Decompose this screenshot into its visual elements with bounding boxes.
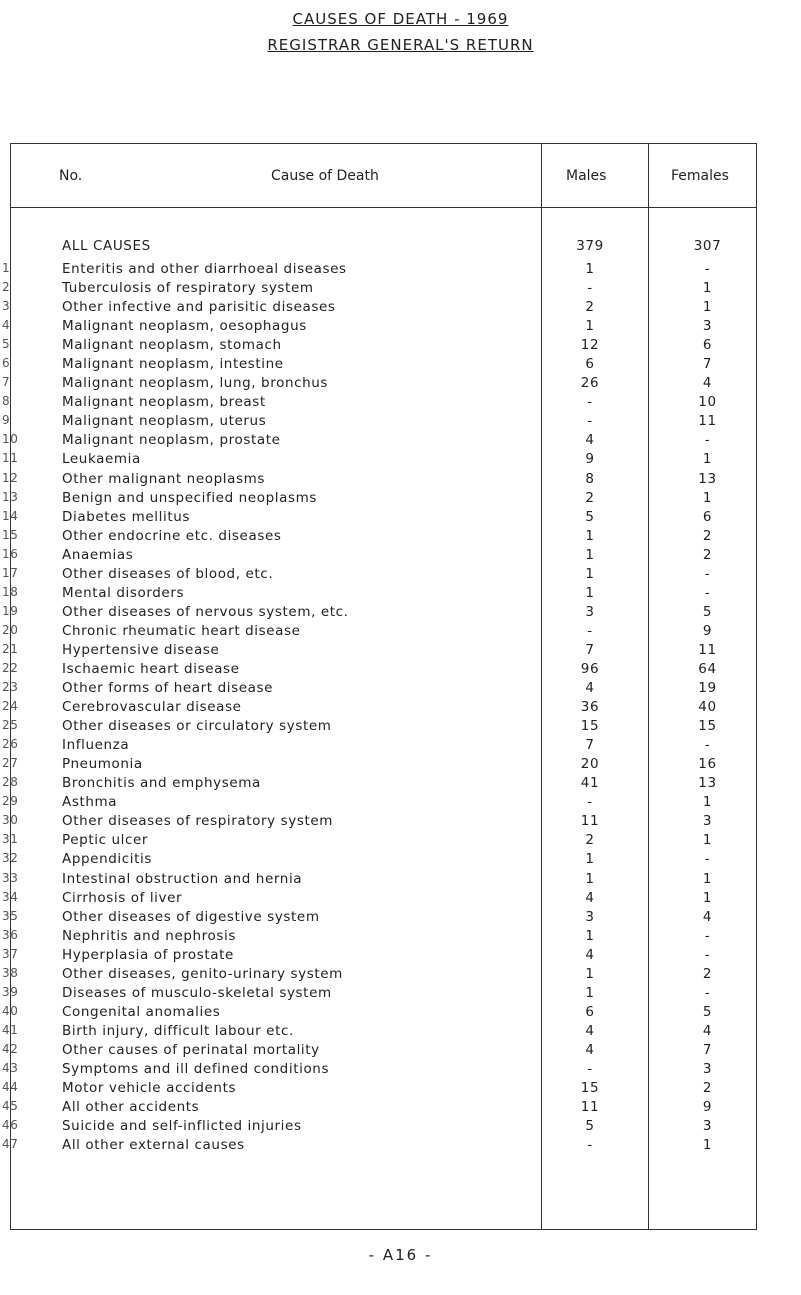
row-number: 41 <box>2 1022 19 1037</box>
row-females: 1 <box>702 280 713 297</box>
row-number: 42 <box>2 1041 19 1056</box>
row-cause: Other endocrine etc. diseases <box>62 527 282 544</box>
row-number: 40 <box>2 1003 19 1018</box>
page-title: CAUSES OF DEATH - 1969 <box>292 10 509 28</box>
row-number: 24 <box>2 699 19 714</box>
row-number: 36 <box>2 927 19 942</box>
table-row <box>0 851 801 870</box>
row-cause: Bronchitis and emphysema <box>62 775 261 792</box>
row-number: 22 <box>2 660 19 675</box>
table-row <box>0 1042 801 1061</box>
row-number: 20 <box>2 622 19 637</box>
row-females: 2 <box>702 546 713 563</box>
table-row <box>0 661 801 680</box>
row-females: 1 <box>702 832 713 849</box>
row-females: 4 <box>702 1022 713 1039</box>
row-females: 1 <box>702 794 713 811</box>
row-cause: Birth injury, difficult labour etc. <box>62 1022 294 1039</box>
row-females: 16 <box>698 756 717 773</box>
row-cause: Other diseases of nervous system, etc. <box>62 603 349 620</box>
row-females: 9 <box>702 622 713 639</box>
row-males: 5 <box>585 1118 595 1135</box>
header-cause: Cause of Death <box>271 168 379 184</box>
row-females: 3 <box>702 1060 713 1077</box>
table-row <box>0 928 801 947</box>
row-males: 4 <box>585 1022 595 1039</box>
row-females: 1 <box>702 299 713 316</box>
header-males: Males <box>566 168 607 184</box>
row-cause: Appendicitis <box>62 851 153 868</box>
row-females: 4 <box>702 908 713 925</box>
row-number: 8 <box>2 394 11 409</box>
row-number: 13 <box>2 489 19 504</box>
row-females: - <box>704 261 711 277</box>
row-cause: Nephritis and nephrosis <box>62 927 237 944</box>
row-cause: Leukaemia <box>62 451 141 468</box>
row-males: - <box>587 794 593 811</box>
row-number: 11 <box>2 451 19 466</box>
row-males: 2 <box>585 489 595 506</box>
row-females: 4 <box>702 375 713 392</box>
row-number: 31 <box>2 832 19 847</box>
row-number: 35 <box>2 908 19 923</box>
table-row <box>0 413 801 432</box>
table-row <box>0 394 801 413</box>
row-cause: Other malignant neoplasms <box>62 470 266 487</box>
row-males: 2 <box>585 832 595 849</box>
row-cause: Hyperplasia of prostate <box>62 946 234 963</box>
row-females: - <box>704 851 711 868</box>
row-cause: Diseases of musculo-skeletal system <box>62 984 332 1001</box>
row-number: 18 <box>2 584 19 599</box>
row-males: - <box>587 394 593 411</box>
row-number: 33 <box>2 870 19 885</box>
row-males: 20 <box>580 756 600 773</box>
row-cause: Cerebrovascular disease <box>62 699 242 716</box>
row-number: 37 <box>2 946 19 961</box>
table-row <box>0 813 801 832</box>
table-row <box>0 318 801 337</box>
table-row <box>0 604 801 623</box>
table-row <box>0 1061 801 1080</box>
row-females: 5 <box>702 1003 713 1020</box>
row-females: 7 <box>702 1041 713 1058</box>
table-row <box>0 718 801 737</box>
row-cause: All other external causes <box>62 1137 245 1154</box>
table-row <box>0 375 801 394</box>
row-males: 1 <box>585 870 595 887</box>
row-number: 26 <box>2 737 19 752</box>
row-number: 6 <box>2 356 11 371</box>
row-females: 3 <box>702 1118 713 1135</box>
row-females: 3 <box>702 813 713 830</box>
table-row <box>0 432 801 451</box>
row-males: - <box>587 622 593 639</box>
table-row <box>0 1023 801 1042</box>
row-females: - <box>704 432 711 449</box>
row-cause: Malignant neoplasm, lung, bronchus <box>62 375 329 392</box>
table-row <box>0 775 801 794</box>
row-number: 21 <box>2 641 19 656</box>
table-row <box>0 337 801 356</box>
row-number: 15 <box>2 527 19 542</box>
row-males: 4 <box>585 889 595 906</box>
row-females: 40 <box>698 699 717 716</box>
table-row <box>0 985 801 1004</box>
row-males: 4 <box>585 1041 595 1058</box>
table-row <box>0 699 801 718</box>
row-number: 12 <box>2 470 19 485</box>
row-males: 1 <box>585 261 595 277</box>
row-cause: Influenza <box>62 737 130 754</box>
row-cause: Other diseases of digestive system <box>62 908 320 925</box>
row-cause: Other infective and parisitic diseases <box>62 299 336 316</box>
row-females: 1 <box>702 1137 713 1154</box>
table-body <box>0 261 801 1156</box>
row-cause: Suicide and self-inflicted injuries <box>62 1118 302 1135</box>
row-cause: Other diseases of respiratory system <box>62 813 334 830</box>
table-row <box>0 509 801 528</box>
row-males: 1 <box>585 584 595 601</box>
row-females: - <box>704 946 711 963</box>
row-cause: Tuberculosis of respiratory system <box>62 280 314 297</box>
row-females: 6 <box>702 508 713 525</box>
row-females: 19 <box>698 680 717 697</box>
table-row <box>0 471 801 490</box>
row-females: 11 <box>698 641 717 658</box>
row-cause: Pneumonia <box>62 756 143 773</box>
row-cause: Malignant neoplasm, intestine <box>62 356 284 373</box>
row-females: 3 <box>702 318 713 335</box>
row-males: 5 <box>585 508 595 525</box>
row-cause: Malignant neoplasm, oesophagus <box>62 318 307 335</box>
row-females: - <box>704 927 711 944</box>
row-cause: Motor vehicle accidents <box>62 1080 237 1097</box>
row-females: 1 <box>702 451 713 468</box>
table-row <box>0 280 801 299</box>
row-cause: Malignant neoplasm, prostate <box>62 432 281 449</box>
row-cause: Malignant neoplasm, stomach <box>62 337 282 354</box>
row-females: 6 <box>702 337 713 354</box>
row-number: 16 <box>2 546 19 561</box>
table-row <box>0 890 801 909</box>
row-females: 64 <box>698 660 717 677</box>
row-cause: Other forms of heart disease <box>62 680 274 697</box>
row-males: 6 <box>585 356 595 373</box>
row-number: 3 <box>2 299 11 314</box>
table-row <box>0 1118 801 1137</box>
row-females: 11 <box>698 413 717 430</box>
row-males: 3 <box>585 603 595 620</box>
row-number: 45 <box>2 1099 19 1114</box>
row-males: 1 <box>585 965 595 982</box>
row-females: 10 <box>698 394 717 411</box>
table-row <box>0 1099 801 1118</box>
table-row <box>0 566 801 585</box>
table-row <box>0 623 801 642</box>
table-row <box>0 528 801 547</box>
row-number: 44 <box>2 1080 19 1095</box>
table-row <box>0 1080 801 1099</box>
row-cause: Ischaemic heart disease <box>62 660 240 677</box>
row-females: 2 <box>702 965 713 982</box>
row-number: 4 <box>2 318 11 333</box>
table-row <box>0 490 801 509</box>
row-females: 15 <box>698 718 717 735</box>
row-number: 25 <box>2 718 19 733</box>
row-males: 36 <box>580 699 600 716</box>
row-cause: Cirrhosis of liver <box>62 889 183 906</box>
row-number: 30 <box>2 813 19 828</box>
row-females: 2 <box>702 527 713 544</box>
row-number: 47 <box>2 1137 19 1152</box>
row-number: 7 <box>2 375 11 390</box>
table-row <box>0 871 801 890</box>
row-females: 1 <box>702 489 713 506</box>
table-row <box>0 1004 801 1023</box>
page-number: - A16 - <box>368 1246 433 1264</box>
row-males: 96 <box>580 660 600 677</box>
row-females: - <box>704 737 711 754</box>
row-cause: Intestinal obstruction and hernia <box>62 870 303 887</box>
row-cause: Other causes of perinatal mortality <box>62 1041 320 1058</box>
row-males: 4 <box>585 680 595 697</box>
row-females: 13 <box>698 470 717 487</box>
row-females: 1 <box>702 870 713 887</box>
row-males: 1 <box>585 927 595 944</box>
row-males: 41 <box>580 775 600 792</box>
row-number: 28 <box>2 775 19 790</box>
row-number: 14 <box>2 508 19 523</box>
row-number: 27 <box>2 756 19 771</box>
row-cause: Hypertensive disease <box>62 641 220 658</box>
row-males: - <box>587 280 593 297</box>
table-row <box>0 794 801 813</box>
row-cause: Diabetes mellitus <box>62 508 191 525</box>
row-number: 2 <box>2 280 11 295</box>
row-males: 1 <box>585 527 595 544</box>
row-number: 34 <box>2 889 19 904</box>
row-cause: Congenital anomalies <box>62 1003 221 1020</box>
row-males: 4 <box>585 946 595 963</box>
row-males: - <box>587 413 593 430</box>
row-cause: All other accidents <box>62 1099 200 1116</box>
row-cause: Mental disorders <box>62 584 185 601</box>
row-cause: Malignant neoplasm, breast <box>62 394 266 411</box>
row-number: 23 <box>2 680 19 695</box>
row-cause: Symptoms and ill defined conditions <box>62 1060 330 1077</box>
header-females: Females <box>671 168 729 184</box>
row-number: 5 <box>2 337 11 352</box>
all-causes-males: 379 <box>576 238 604 254</box>
row-number: 19 <box>2 603 19 618</box>
table-row <box>0 585 801 604</box>
row-males: 7 <box>585 737 595 754</box>
row-number: 39 <box>2 984 19 999</box>
row-number: 10 <box>2 432 19 447</box>
row-number: 17 <box>2 565 19 580</box>
row-males: 26 <box>580 375 600 392</box>
row-males: - <box>587 1060 593 1077</box>
row-cause: Other diseases or circulatory system <box>62 718 332 735</box>
table-row <box>0 547 801 566</box>
row-males: 9 <box>585 451 595 468</box>
row-males: 8 <box>585 470 595 487</box>
row-cause: Peptic ulcer <box>62 832 149 849</box>
row-males: 11 <box>580 1099 600 1116</box>
row-number: 32 <box>2 851 19 866</box>
header-no: No. <box>59 168 83 184</box>
table-row <box>0 261 801 280</box>
row-males: 15 <box>580 718 600 735</box>
row-males: 1 <box>585 546 595 563</box>
table-row <box>0 756 801 775</box>
table-row <box>0 947 801 966</box>
table-row <box>0 909 801 928</box>
row-females: 9 <box>702 1099 713 1116</box>
table-row <box>0 1137 801 1156</box>
row-males: 1 <box>585 318 595 335</box>
row-females: - <box>704 584 711 601</box>
row-females: 13 <box>698 775 717 792</box>
row-number: 46 <box>2 1118 19 1133</box>
row-females: - <box>704 984 711 1001</box>
row-females: 7 <box>702 356 713 373</box>
table-row <box>0 299 801 318</box>
table-row <box>0 832 801 851</box>
row-number: 38 <box>2 965 19 980</box>
row-males: - <box>587 1137 593 1154</box>
row-number: 9 <box>2 413 11 428</box>
row-males: 1 <box>585 984 595 1001</box>
page-subtitle: REGISTRAR GENERAL'S RETURN <box>267 36 534 54</box>
all-causes-females: 307 <box>693 238 722 254</box>
row-females: 2 <box>702 1080 713 1097</box>
row-cause: Benign and unspecified neoplasms <box>62 489 317 506</box>
row-males: 1 <box>585 851 595 868</box>
row-males: 1 <box>585 565 595 582</box>
row-number: 43 <box>2 1060 19 1075</box>
row-cause: Malignant neoplasm, uterus <box>62 413 267 430</box>
all-causes-label: ALL CAUSES <box>62 238 151 254</box>
table-row <box>0 642 801 661</box>
row-number: 29 <box>2 794 19 809</box>
row-cause: Other diseases, genito-urinary system <box>62 965 343 982</box>
row-males: 11 <box>580 813 600 830</box>
row-males: 3 <box>585 908 595 925</box>
row-cause: Other diseases of blood, etc. <box>62 565 274 582</box>
row-males: 6 <box>585 1003 595 1020</box>
row-females: - <box>704 565 711 582</box>
row-number: 1 <box>2 261 11 275</box>
row-males: 2 <box>585 299 595 316</box>
row-cause: Chronic rheumatic heart disease <box>62 622 301 639</box>
table-row <box>0 680 801 699</box>
row-females: 5 <box>702 603 713 620</box>
table-row <box>0 737 801 756</box>
row-males: 7 <box>585 641 595 658</box>
row-males: 12 <box>580 337 600 354</box>
table-row <box>0 356 801 375</box>
table-row <box>0 966 801 985</box>
row-females: 1 <box>702 889 713 906</box>
row-cause: Enteritis and other diarrhoeal diseases <box>62 261 347 277</box>
header-divider <box>11 207 756 208</box>
row-cause: Asthma <box>62 794 118 811</box>
table-row <box>0 451 801 470</box>
row-males: 15 <box>580 1080 600 1097</box>
row-cause: Anaemias <box>62 546 134 563</box>
all-causes-row <box>0 238 801 258</box>
row-males: 4 <box>585 432 595 449</box>
